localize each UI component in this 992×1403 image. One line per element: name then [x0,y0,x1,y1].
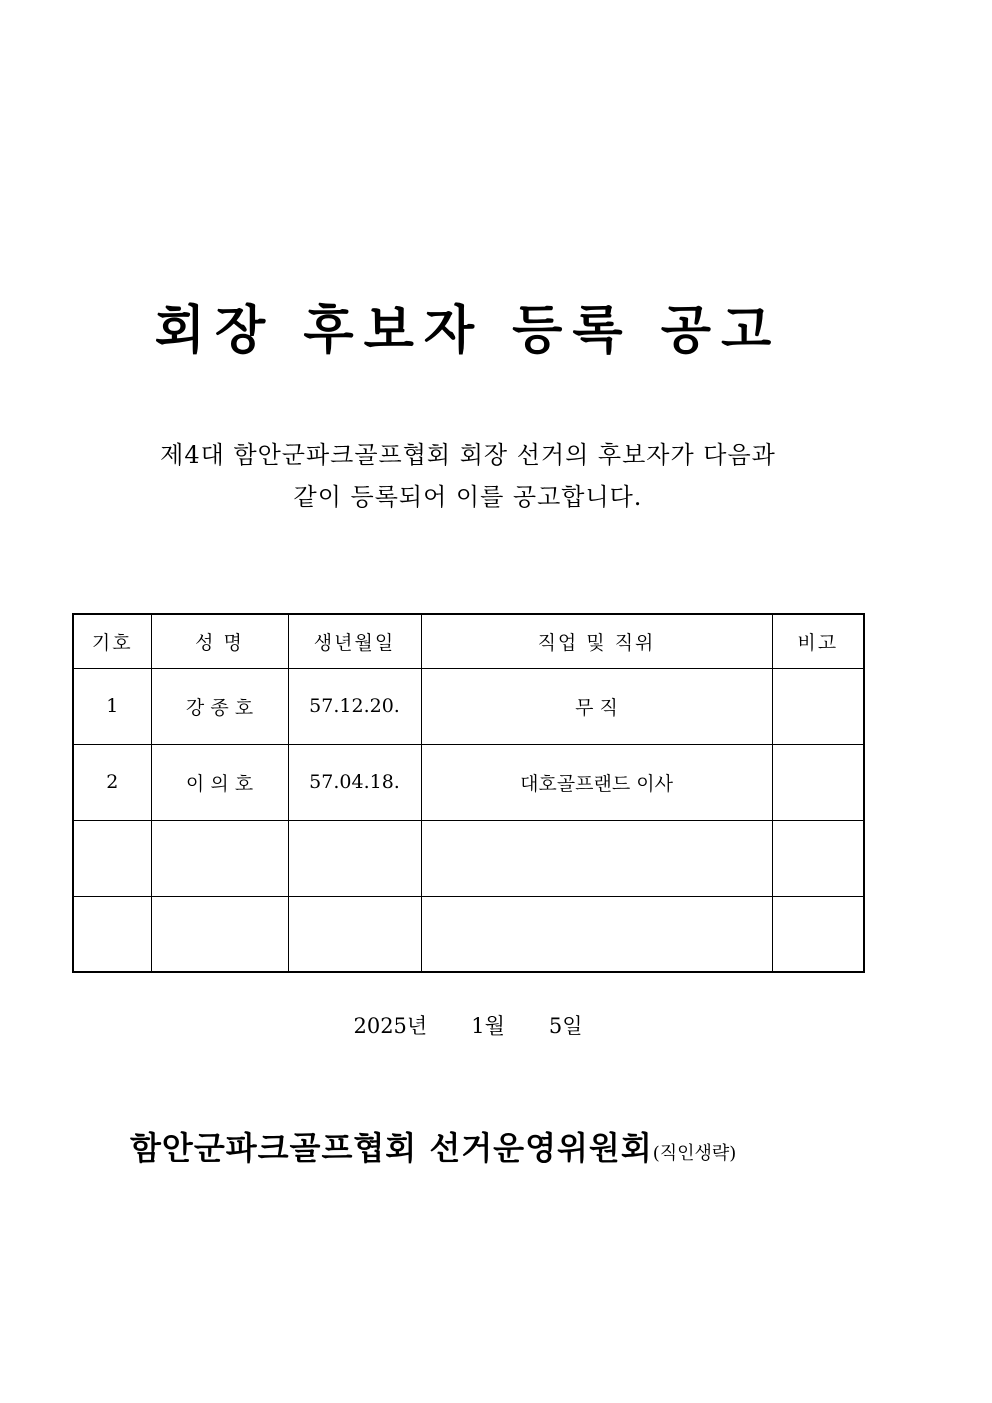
cell-birthdate: 57.12.20. [288,668,421,744]
intro-paragraph [40,434,896,518]
header-occupation: 직업 및 직위 [421,614,772,668]
table-row [73,820,864,896]
cell-number: 2 [73,744,151,820]
header-name: 성 명 [151,614,288,668]
document-title: 회장 후보자 등록 공고 [154,300,782,361]
cell-birthdate: 57.04.18. [288,744,421,820]
table-header-row [73,614,864,668]
announcement-date [0,1010,936,1042]
seal-omitted-note: (직인생략) [652,1143,737,1164]
issuer [130,1124,736,1178]
cell-name [151,896,288,972]
cell-birthdate [288,896,421,972]
candidate-table [72,613,865,973]
cell-name [151,820,288,896]
cell-occupation: 대호골프랜드 이사 [421,744,772,820]
cell-remarks [772,668,864,744]
header-birthdate: 생년월일 [288,614,421,668]
cell-number: 1 [73,668,151,744]
cell-occupation [421,820,772,896]
issuer-name: 함안군파크골프협회 선거운영위원회 [130,1129,653,1167]
cell-number [73,820,151,896]
cell-name: 강 종 호 [151,668,288,744]
cell-remarks [772,820,864,896]
cell-birthdate [288,820,421,896]
table-row [73,668,864,744]
date-month: 1월 [471,1014,505,1038]
table-row [73,744,864,820]
cell-name: 이 의 호 [151,744,288,820]
cell-number [73,896,151,972]
cell-remarks [772,896,864,972]
header-number: 기호 [73,614,151,668]
cell-occupation: 무 직 [421,668,772,744]
date-day: 5일 [548,1014,583,1038]
cell-remarks [772,744,864,820]
date-year: 2025년 [353,1014,428,1038]
header-remarks: 비고 [772,614,864,668]
intro-line-1: 제4대 함안군파크골프협회 회장 선거의 후보자가 다음과 [160,441,776,469]
table-row [73,896,864,972]
cell-occupation [421,896,772,972]
intro-line-2: 같이 등록되어 이를 공고합니다. [293,483,643,511]
